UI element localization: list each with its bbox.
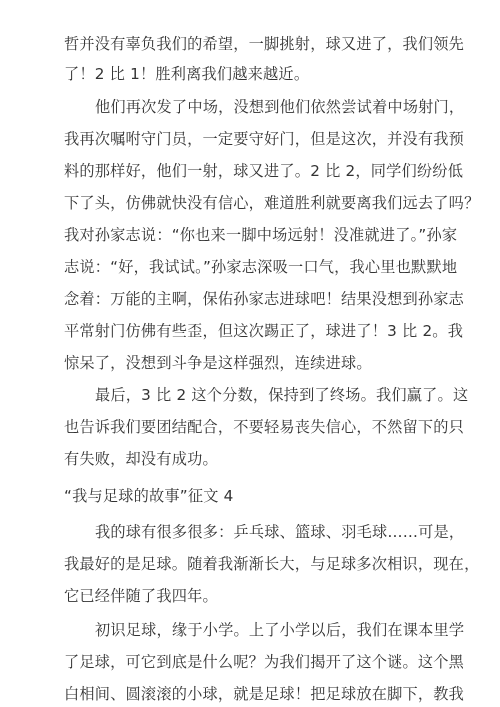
text-line: 我再次嘱咐守门员，一定要守好门，但是这次，并没有我预 bbox=[64, 130, 465, 148]
text-line: 我对孙家志说：“你也来一脚中场远射！没准就进了。”孙家 bbox=[64, 226, 458, 244]
text-line: 也告诉我们要团结配合，不要轻易丧失信心，不然留下的只 bbox=[64, 418, 465, 436]
text-line: 了！2 比 1！胜利离我们越来越近。 bbox=[64, 65, 310, 83]
text-line: 料的那样好，他们一射，球又进了。2 比 2，同学们纷纷低 bbox=[64, 162, 464, 180]
text-line: 惊呆了，没想到斗争是这样强烈，连续进球。 bbox=[64, 354, 372, 372]
text-line: 下了头，仿佛就快没有信心，难道胜利就要离我们远去了吗？ bbox=[64, 194, 480, 212]
text-line: 我最好的是足球。随着我渐渐长大，与足球多次相识，现在， bbox=[64, 555, 480, 573]
text-line: 了足球，可它到底是什么呢？为我们揭开了这个谜。这个黑 bbox=[64, 653, 465, 671]
paragraph-first-line: 最后，3 比 2 这个分数，保持到了终场。我们赢了。这 bbox=[95, 386, 469, 404]
text-line: 白相间、圆滚滚的小球，就是足球！把足球放在脚下，教我 bbox=[64, 685, 465, 703]
text-line: 念着：万能的主啊，保佑孙家志进球吧！结果没想到孙家志 bbox=[64, 290, 465, 308]
text-line: 有失败，却没有成功。 bbox=[64, 450, 218, 468]
text-line: 哲并没有辜负我们的希望，一脚挑射，球又进了，我们领先 bbox=[64, 35, 465, 53]
text-line: 它已经伴随了我四年。 bbox=[64, 587, 218, 605]
text-line: 平常射门仿佛有些歪，但这次踢正了，球进了！3 比 2。我 bbox=[64, 322, 464, 340]
section-heading: “我与足球的故事”征文 4 bbox=[64, 487, 234, 505]
text-line: 志说：“好，我试试。”孙家志深吸一口气，我心里也默默地 bbox=[64, 258, 458, 276]
paragraph-first-line: 我的球有很多很多：乒乓球、篮球、羽毛球……可是， bbox=[95, 523, 465, 541]
paragraph-first-line: 他们再次发了中场，没想到他们依然尝试着中场射门， bbox=[95, 98, 465, 116]
paragraph-first-line: 初识足球，缘于小学。上了小学以后，我们在课本里学 bbox=[95, 621, 465, 639]
